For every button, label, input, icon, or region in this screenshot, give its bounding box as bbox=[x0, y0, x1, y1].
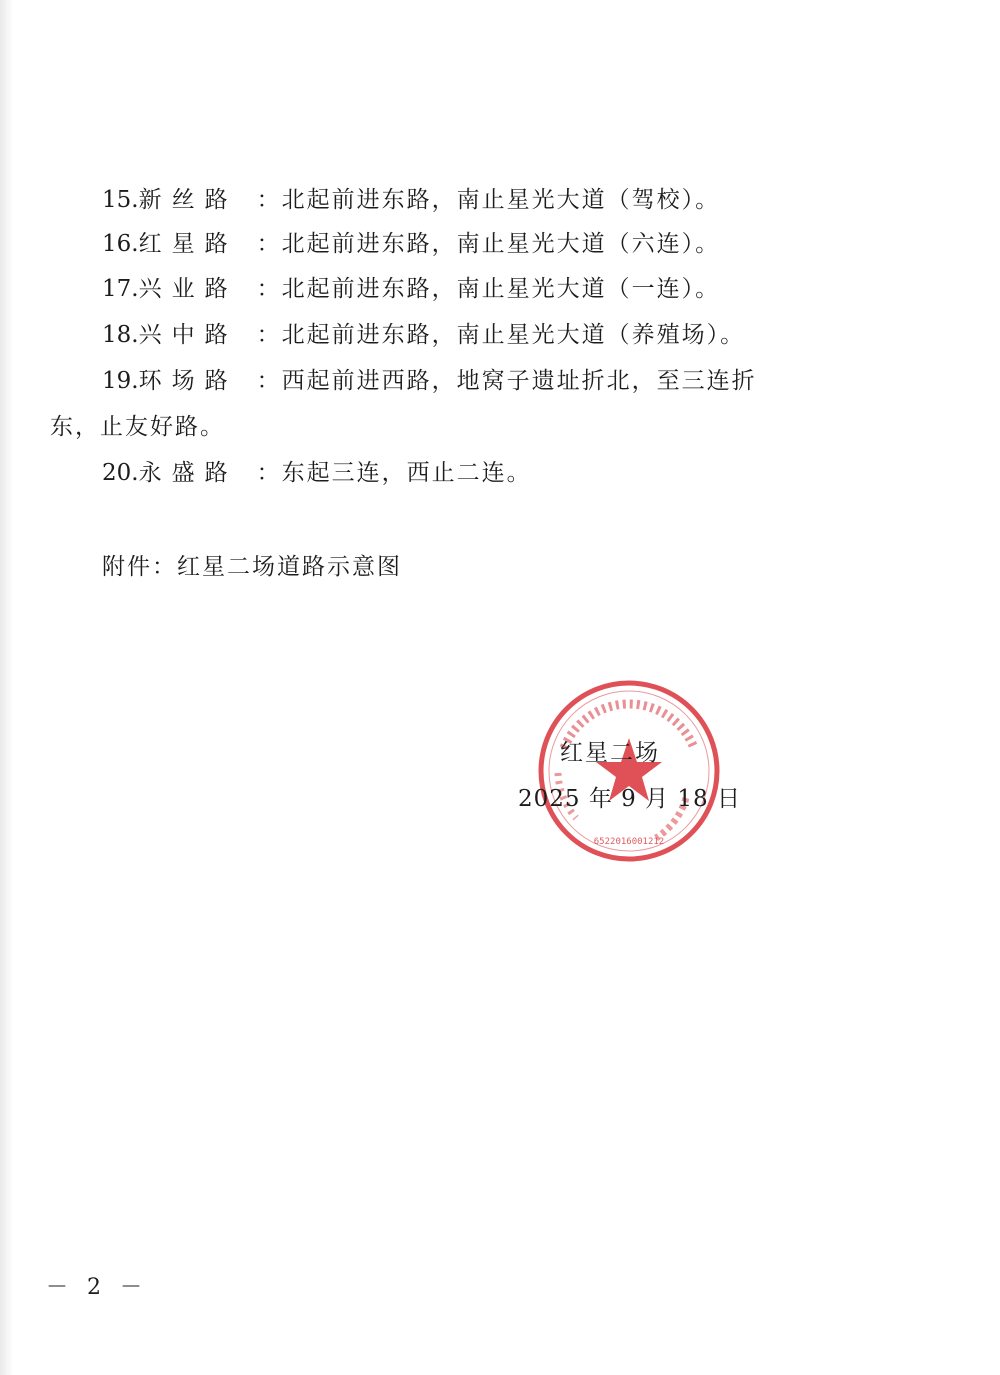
road-description: ：北起前进东路，南止星光大道（养殖场）。 bbox=[256, 322, 746, 348]
road-description: ：东起三连，西止二连。 bbox=[256, 460, 532, 486]
road-description: ：西起前进西路，地窝子遗址折北，至三连折 bbox=[256, 368, 757, 394]
page-number: － 2 － bbox=[46, 1275, 148, 1300]
road-name: 兴中路 bbox=[138, 322, 238, 348]
road-name: 环场路 bbox=[138, 368, 238, 394]
road-name: 永盛路 bbox=[138, 460, 238, 486]
scan-shadow-edge bbox=[0, 0, 14, 1375]
road-item-17: 17.兴业路 ：北起前进东路，南止星光大道（一连）。 bbox=[102, 276, 721, 302]
official-seal-stamp bbox=[536, 678, 722, 864]
issuing-organization: 红星二场 bbox=[560, 740, 660, 766]
road-name: 兴业路 bbox=[138, 276, 238, 302]
road-name: 红星路 bbox=[138, 231, 238, 257]
road-name: 新丝路 bbox=[138, 187, 238, 213]
road-description: ：北起前进东路，南止星光大道（一连）。 bbox=[256, 276, 721, 302]
road-item-18: 18.兴中路 ：北起前进东路，南止星光大道（养殖场）。 bbox=[102, 322, 746, 348]
road-description: ：北起前进东路，南止星光大道（驾校）。 bbox=[256, 187, 721, 213]
road-item-15: 15.新丝路 ：北起前进东路，南止星光大道（驾校）。 bbox=[102, 187, 721, 213]
issue-date: 2025 年 9 月 18 日 bbox=[518, 786, 741, 812]
road-item-20: 20.永盛路 ：东起三连，西止二连。 bbox=[102, 460, 532, 486]
attachment-line: 附件：红星二场道路示意图 bbox=[102, 554, 402, 580]
road-description: ：北起前进东路，南止星光大道（六连）。 bbox=[256, 231, 721, 257]
seal-code: 6522016001212 bbox=[593, 837, 665, 847]
road-item-16: 16.红星路 ：北起前进东路，南止星光大道（六连）。 bbox=[102, 231, 721, 257]
road-item-19-continuation: 东，止友好路。 bbox=[50, 414, 225, 440]
road-item-19: 19.环场路 ：西起前进西路，地窝子遗址折北，至三连折 bbox=[102, 368, 757, 394]
